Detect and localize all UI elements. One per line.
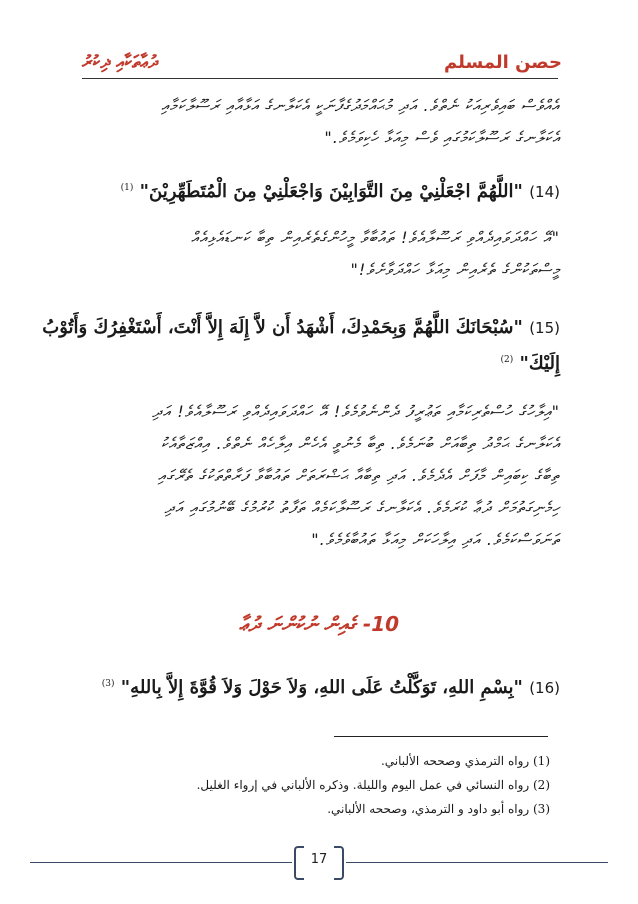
dua-16-arabic [82,668,560,704]
section-heading: 10- ގެއިން ނުކުންނަ ދުޢާ [238,612,400,636]
footnote-2: (2) رواه النسائي في عمل اليوم والليلة. وذكره الألباني في إرواء الغليل. [196,778,550,792]
dua-15-arabic [42,312,560,344]
paragraph-line: ތިބާގެ ކިބައިން މާފަށް އެދެމެވެ. އަދި ތިބާއާ ޙަޟްރަތަށް ތައުބާވާ ފަރާތްތަކުގެ ތެރޭގައި [157,466,560,485]
footnote-1: (1) رواه الترمذي وصححه الألباني. [380,754,550,768]
footnote-ref: (3) [101,679,115,689]
dua-text: "اللَّهُمَّ اجْعَلْنِيْ مِنَ التَّوَابِيْنَ وَاجْعَلْنِيْ مِنَ الْمُتَطَهِّرِيْنَ" [139,181,523,202]
header-divider [82,78,558,79]
paragraph-line: މީސްތަކުންގެ ތެރެއިން މިއަޅާ ހައްދަވާށެވެ!" [350,260,560,279]
page-number: 17 [310,852,328,867]
paragraph-line: އެއްވެސް ބައިވެރިއަކު ނެތްވެ. އަދި މުޙައްމަދުގެފާނަކީ އެކަލާނގެ އަޅާއާއި ރަސޫލާކަމާއި [161,96,560,115]
footnote-ref: (2) [500,355,514,365]
footnote-3: (3) رواه أبو داود و الترمذي، وصححه الألباني. [327,802,550,816]
paragraph-line: ހިމެނިގަތުމަށް ދުޢާ ކުރަމެވެ. އެކަލާނގެ ރަސޫލާކަމެއް ތަފާތު ކުރުމުގެ ބޭނުމުގައި އަދި [164,498,560,517]
header-book-title-arabic: حصن المسلم [444,52,562,73]
paragraph-line: ތަނަވަސްކަމެވެ. އަދި އިލާހަކަށް މިއަޅާ ތައުބާވެމެވެ." [311,530,560,549]
footnote-ref: (1) [120,183,134,193]
paragraph-line: "އޭ ހައްދަވައިދެއްވި ރަސޫލާއެވެ! ތައުބާވާ މީހުންގެތެރެއިން ތިބާ ކަނޑައެޅިއެއް [190,228,560,247]
paragraph-line: އެކަލާނގެ ރަސޫލާކަމުގައި ވެސް މިއަޅާ ހެކިވަމެވެ." [324,128,560,147]
footer-line-left [30,862,292,863]
dua-number: (14) [529,183,560,201]
dua-number: (16) [529,679,560,697]
dua-14-arabic [82,172,560,208]
dua-15-arabic-cont [82,344,560,380]
dua-text: إِلَيْكَ" [519,353,560,374]
dua-text: "سُبْحَانَكَ اللَّهُمَّ وَبِحَمْدِكَ، أَشْهَدُ أَن لاَّ إِلَهَ إِلاَّ أَنْتَ، أَسْتَغْفِرُكَ وَأَتُوْبُ [42,317,523,338]
footer-line-right [346,862,608,863]
header-book-title-dhivehi: ދުޢާތަކާއި ޛިކުރު [82,52,159,73]
dua-number: (15) [529,319,560,337]
dua-text: "بِسْمِ اللهِ، تَوَكَّلْتُ عَلَى اللهِ، وَلاَ حَوْلَ وَلاَ قُوَّةَ إِلاَّ بِاللهِ" [120,677,523,698]
footnote-divider [334,736,548,737]
paragraph-line: "އިލާހުގެ ހުސްތެރިކަމާއި ތަޢުރީފު ދެންނެވުމެވެ! އޭ ހައްދަވައިދެއްވި ރަސޫލާއެވެ! އަދި [152,402,560,421]
paragraph-line: އެކަލާނގެ ޙަމްދު ތިބާއަށް ބުނަމެވެ. ތިބާ މެނުވީ އެހެން އިލާހެއް ނެތްވެ. އިއްޒަތާއެކު [160,434,560,453]
